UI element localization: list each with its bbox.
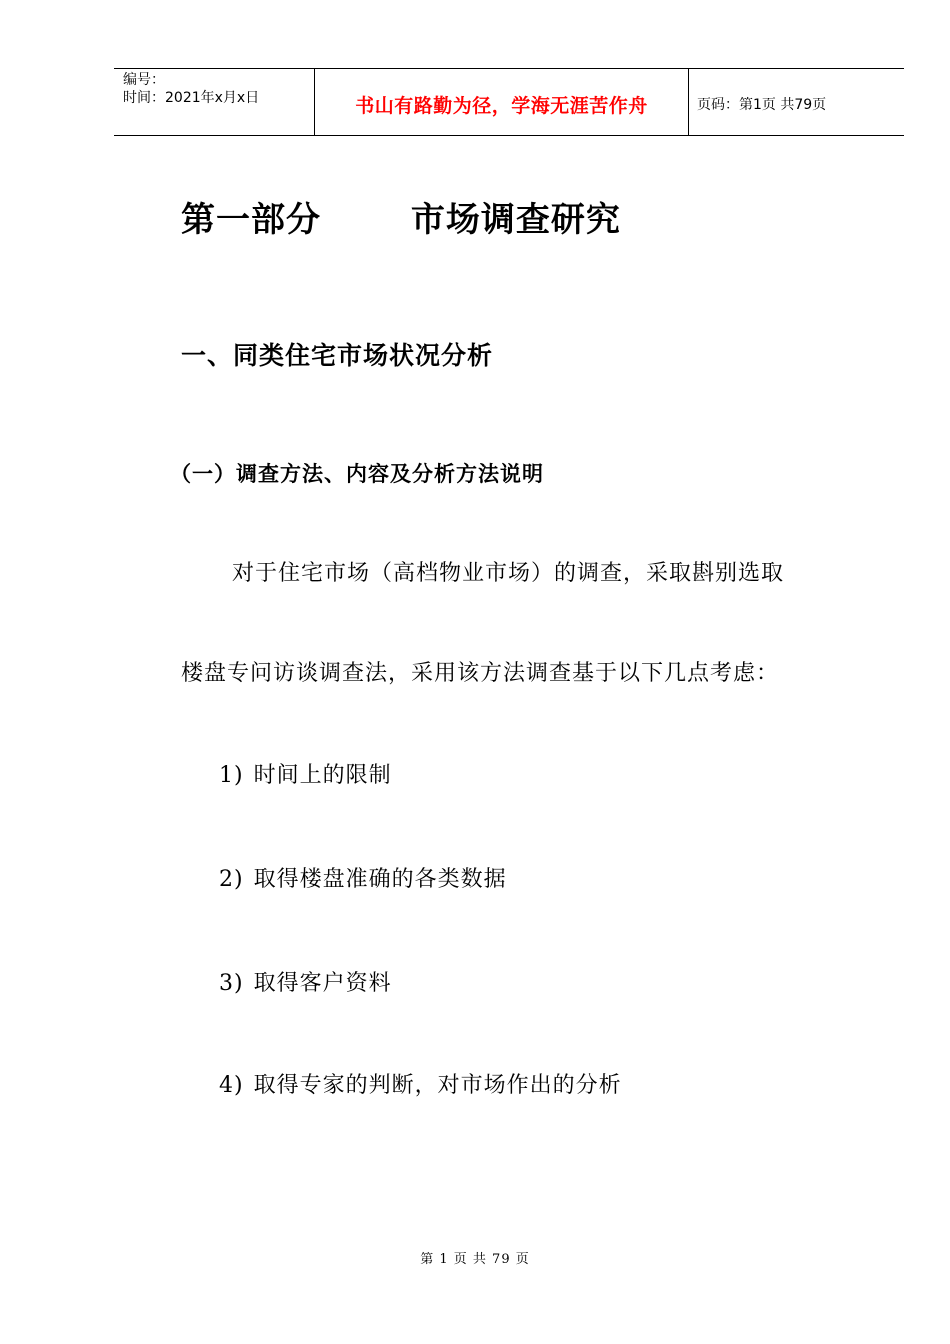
- paragraph-line: 楼盘专问访谈调查法，采用该方法调查基于以下几点考虑：: [181, 661, 780, 686]
- list-item: [219, 862, 507, 893]
- list-item-text: 取得专家的判断，对市场作出的分析: [253, 1073, 622, 1098]
- list-item-text: 取得客户资料: [253, 971, 392, 996]
- header-time-label: 时间：2021年x月x日: [123, 90, 260, 106]
- header-motto-cell: [315, 69, 689, 135]
- header-motto: 书山有路勤为径，学海无涯苦作舟: [355, 94, 648, 117]
- header-number-label: 编号：: [123, 72, 165, 88]
- list-item: [219, 758, 392, 789]
- header-page-cell: [689, 71, 904, 137]
- page-footer: 第 1 页 共 79 页: [420, 1252, 530, 1267]
- list-item-number: 1): [219, 763, 244, 788]
- section-title: 一、同类住宅市场状况分析: [181, 341, 494, 370]
- header-page-label: 页码：第1页 共79页: [697, 97, 827, 113]
- list-item-number: 4): [219, 1073, 244, 1098]
- page-header: [114, 68, 904, 136]
- list-item-text: 取得楼盘准确的各类数据: [253, 867, 507, 892]
- header-meta-cell: [114, 69, 315, 135]
- list-item: [219, 966, 392, 997]
- subsection-title: （一）调查方法、内容及分析方法说明: [170, 462, 544, 486]
- part-title: 第一部分 市场调查研究: [181, 200, 621, 240]
- list-item-number: 3): [219, 971, 244, 996]
- list-item: [219, 1068, 622, 1099]
- paragraph-line: 对于住宅市场（高档物业市场）的调查，采取斟别选取: [232, 561, 785, 586]
- list-item-number: 2): [219, 867, 244, 892]
- list-item-text: 时间上的限制: [253, 763, 392, 788]
